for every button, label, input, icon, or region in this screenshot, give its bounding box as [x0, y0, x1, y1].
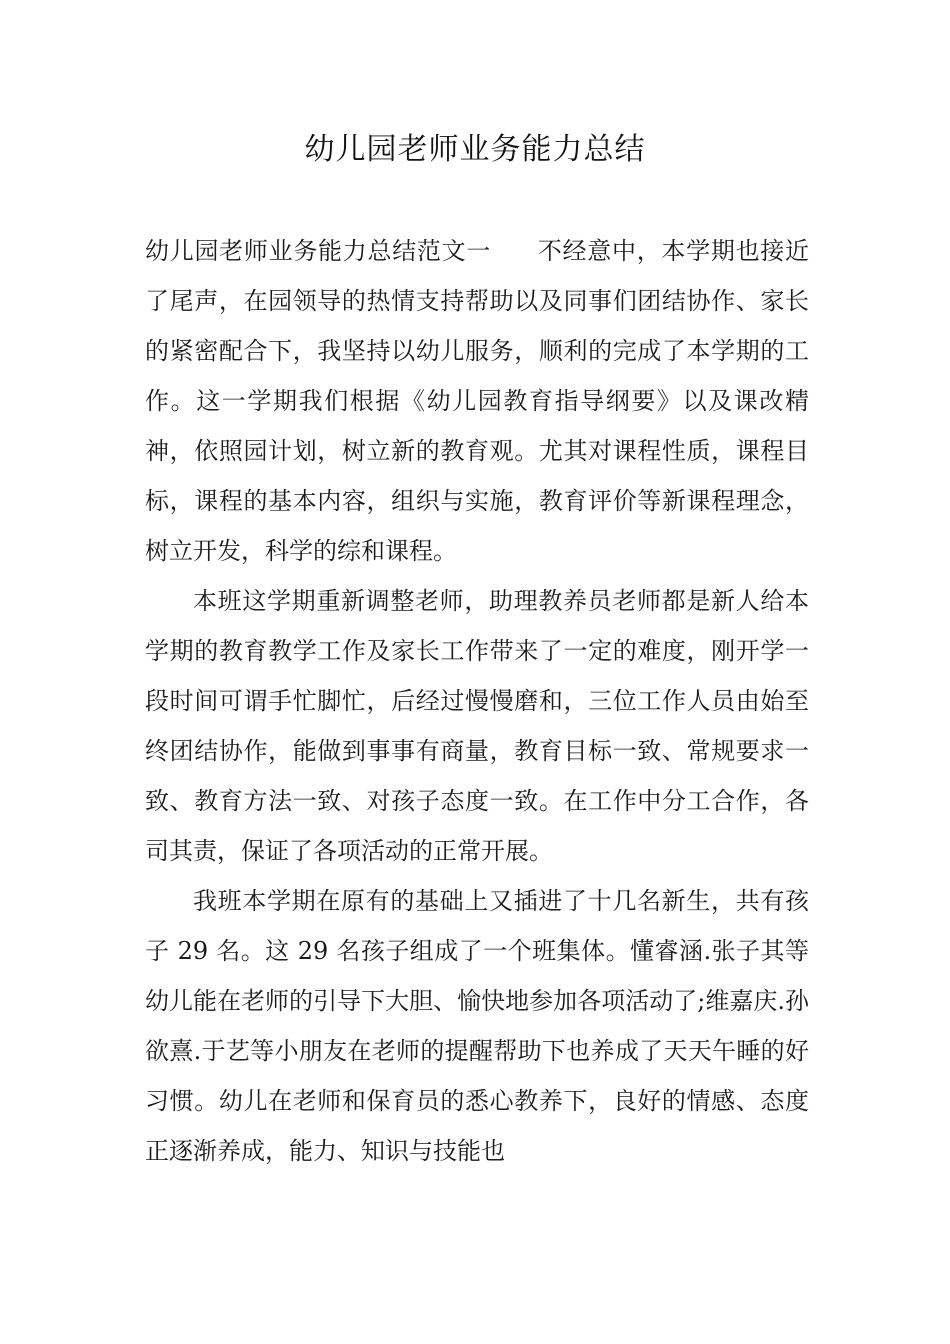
- paragraph-3: 我班本学期在原有的基础上又插进了十几名新生，共有孩子 29 名。这 29 名孩子组成了一个班集体。懂睿涵.张子其等幼儿能在老师的引导下大胆、愉快地参加各项活动了;维嘉庆.孙欲熹.于艺等小朋友在老师的提醒帮助下也养成了天天午睡的好习惯。幼儿在老师和保育员的悉心教养下，良好的情感、态度正逐渐养成，能力、知识与技能也: [145, 887, 809, 1165]
- paragraph-1-text: 不经意中，本学期也接近了尾声，在园领导的热情支持帮助以及同事们团结协作、家长的紧密配合下，我坚持以幼儿服务，顺利的完成了本学期的工作。这一学期我们根据《幼儿园教育指导纲要》以及课改精神，依照园计划，树立新的教育观。尤其对课程性质，课程目标，课程的基本内容，组织与实施，教育评价等新课程理念，树立开发，科学的综和课程。: [145, 237, 810, 565]
- paragraph-1: [145, 226, 809, 576]
- document-title: 幼儿园老师业务能力总结: [304, 132, 646, 167]
- paragraph-2: 本班这学期重新调整老师，助理教养员老师都是新人给本学期的教育教学工作及家长工作带来了一定的难度，刚开学一段时间可谓手忙脚忙，后经过慢慢磨和，三位工作人员由始至终团结协作，能做到事事有商量，教育目标一致、常规要求一致、教育方法一致、对孩子态度一致。在工作中分工合作，各司其责，保证了各项活动的正常开展。: [145, 587, 809, 865]
- document-body: [145, 226, 809, 1176]
- paragraph-1-lead: 幼儿园老师业务能力总结范文一: [145, 237, 492, 265]
